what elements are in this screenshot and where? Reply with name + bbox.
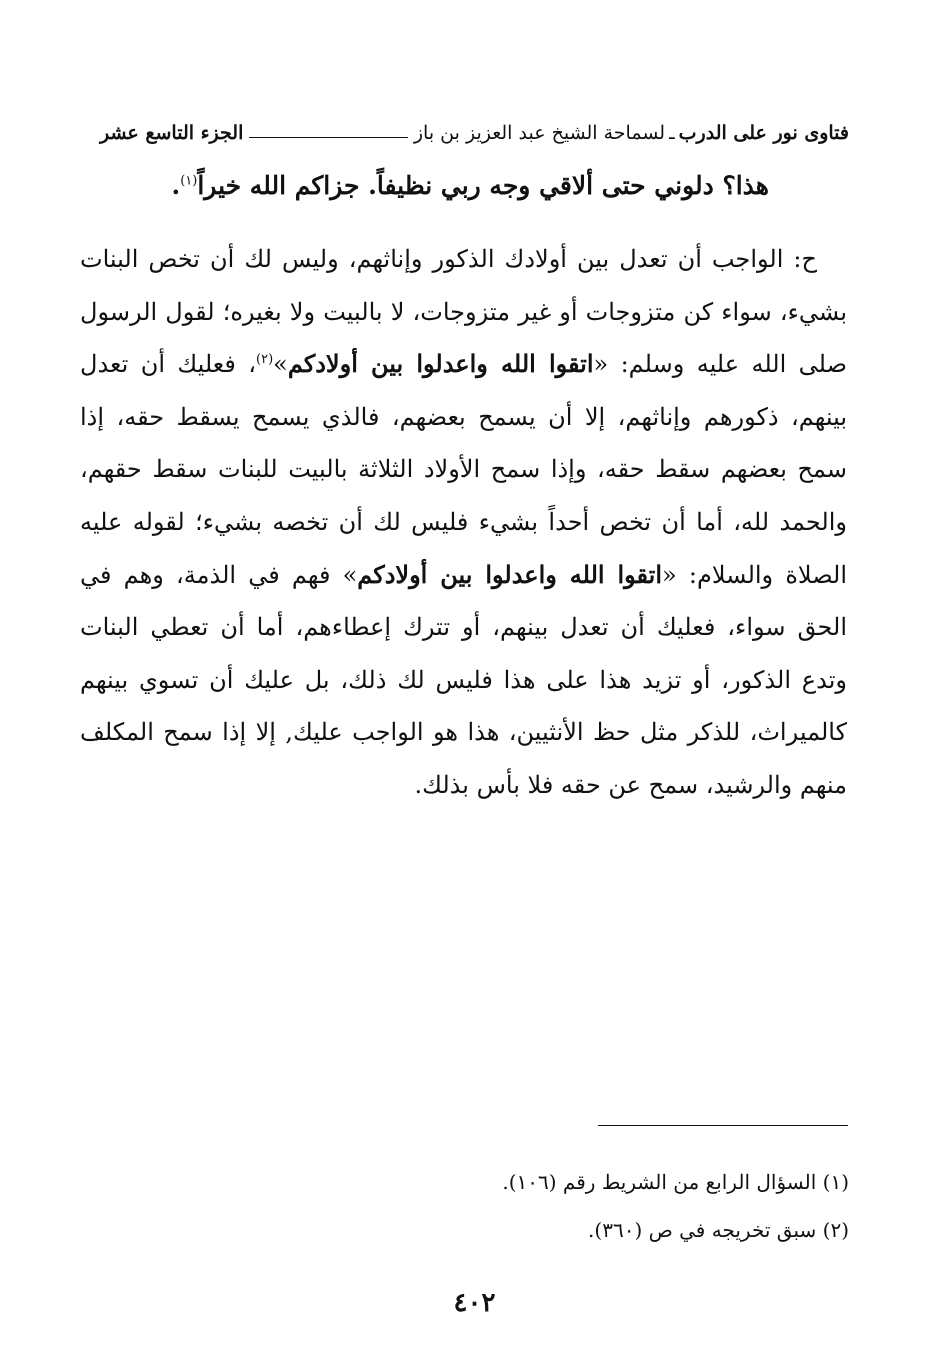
answer-part-2: » (273, 350, 288, 379)
footnote-2: (٢) سبق تخريجه في ص (٣٦٠). (588, 1218, 849, 1242)
question-body: هذا؟ دلوني حتى ألاقي وجه ربي نظيفاً. جزاكم الله خيراً (197, 171, 769, 200)
footnote-1: (١) السؤال الرابع من الشريط رقم (١٠٦). (502, 1170, 849, 1194)
footnotes (300, 1158, 849, 1254)
page-number: ٤٠٢ (453, 1288, 496, 1318)
footnote-ref-2: (٢) (256, 352, 274, 368)
header-rule (249, 137, 408, 138)
footnote-ref-1: (١) (180, 173, 198, 189)
question-text (100, 163, 849, 209)
answer-paragraph (80, 233, 847, 812)
book-title: فتاوى نور على الدرب (678, 122, 849, 144)
part-title: الجزء التاسع عشر (100, 122, 244, 144)
question-end: . (171, 171, 181, 200)
hadith-quote-2: اتقوا الله واعدلوا بين أولادكم (357, 559, 663, 589)
answer-part-1: ح: الواجب أن تعدل بين أولادك الذكور وإناثهم، وليس لك أن تخص البنات بشيء، سواء كن متزوجات أو غير متزوجات، لا بالبيت ولا بغيره؛ لقول الرسول صلى الله عليه وسلم: « (80, 245, 848, 379)
footnote-separator (598, 1125, 848, 1126)
running-header (100, 118, 849, 148)
author-name: لسماحة الشيخ عبد العزيز بن باز (413, 122, 666, 144)
header-separator: ـ (669, 122, 675, 144)
answer-part-4: » فهم في الذمة، وهم في الحق سواء، فعليك أن تعدل بينهم، أو تترك إعطاءهم، أما أن تعطي البنات وتدع الذكور، أو تزيد هذا على هذا فليس لك ذلك، بل عليك أن تسوي بينهم كالميراث، للذكر مثل حظ الأنثيين، هذا هو الواجب عليك, إلا إذا سمح المكلف منهم والرشيد، سمح عن حقه فلا بأس بذلك. (80, 560, 847, 799)
answer-part-3: ، فعليك أن تعدل بينهم، ذكورهم وإناثهم، إلا أن يسمح بعضهم، فالذي يسمح يسقط حقه، إذا سمح بعضهم سقط حقه، وإذا سمح الأولاد الثلاثة بالبيت للبنات سقط حقهم، والحمد لله، أما أن تخص أحداً بشيء فليس لك أن تخصه بشيء؛ لقوله عليه الصلاة والسلام: « (80, 350, 847, 589)
hadith-quote-1: اتقوا الله واعدلوا بين أولادكم (287, 349, 594, 379)
